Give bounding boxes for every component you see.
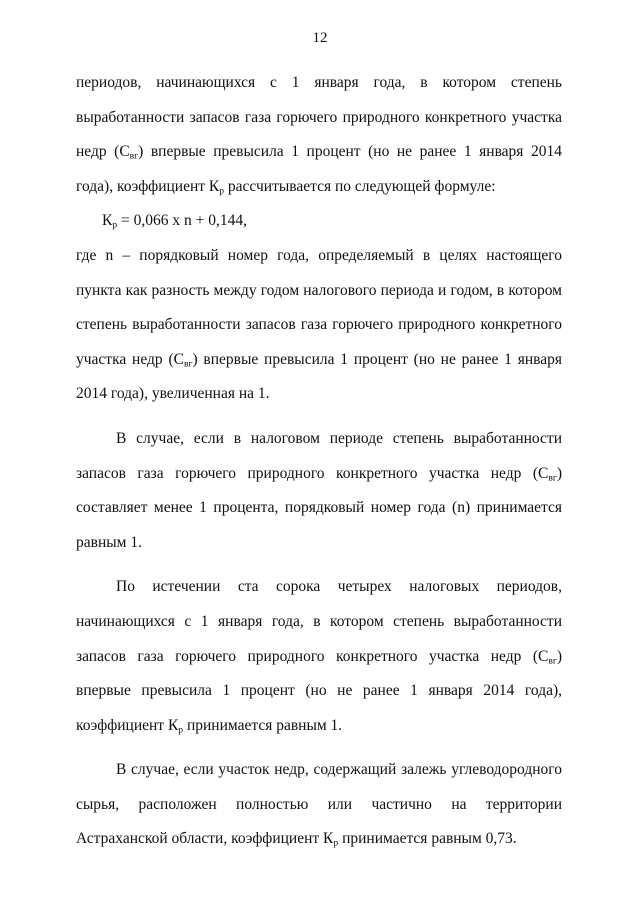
text-segment: В случае, если участок недр, содержащий залежь углеводородного сырья, расположен полностью или частично на территории Астраханской области, коэффициент К	[76, 761, 562, 848]
subscript: р	[333, 837, 339, 849]
text-segment: ) впервые превысила 1 процент (но не ранее 1 января 2014 года), коэффициент К	[76, 143, 562, 195]
subscript: р	[219, 185, 225, 197]
text-segment: где n – порядковый номер года, определяемый в целях настоящего пункта как разность между годом налогового периода и годом, в котором степень выработанности запасов газа горючего природного конкретного участка недр (С	[76, 246, 562, 368]
text-segment: ) впервые превысила 1 процент (но не ранее 1 января 2014 года), увеличенная на 1.	[76, 350, 562, 403]
subscript: вг	[548, 654, 557, 666]
formula	[76, 204, 562, 239]
paragraph-continuation	[76, 66, 562, 204]
paragraph-case-less-than-one	[76, 422, 562, 560]
text-segment: По истечении ста сорока четырех налоговых периодов, начинающихся с 1 января года, в котором степень выработанности запасов газа горючего природного конкретного участка недр (С	[76, 578, 562, 665]
subscript: вг	[183, 358, 193, 370]
text-segment: рассчитывается по следующей формуле:	[224, 177, 496, 195]
subscript: вг	[548, 471, 557, 483]
text-segment: ) впервые превысила 1 процент (но не ранее 1 января 2014 года), коэффициент К	[76, 647, 562, 734]
formula-rhs: = 0,066 х n + 0,144,	[117, 212, 247, 230]
document-body	[76, 66, 562, 857]
paragraph-after-144-periods	[76, 570, 562, 743]
paragraph-definition	[76, 239, 562, 412]
text-segment: периодов, начинающихся с 1 января года, в котором степень выработанности запасов газа горючего природного конкретного участка недр (С	[76, 74, 562, 161]
subscript: р	[112, 219, 118, 231]
text-segment: В случае, если в налоговом периоде степень выработанности запасов газа горючего природного конкретного участка недр (С	[76, 429, 562, 482]
text-segment: принимается равным 1.	[183, 716, 343, 734]
page-number: 12	[312, 30, 328, 46]
text-segment: ) составляет менее 1 процента, порядковый номер года (n) принимается равным 1.	[76, 464, 562, 551]
formula-lhs: К	[102, 212, 113, 230]
text-segment: принимается равным 0,73.	[338, 830, 517, 848]
subscript: р	[178, 724, 184, 736]
paragraph-astrakhan	[76, 753, 562, 857]
subscript: вг	[129, 150, 139, 162]
